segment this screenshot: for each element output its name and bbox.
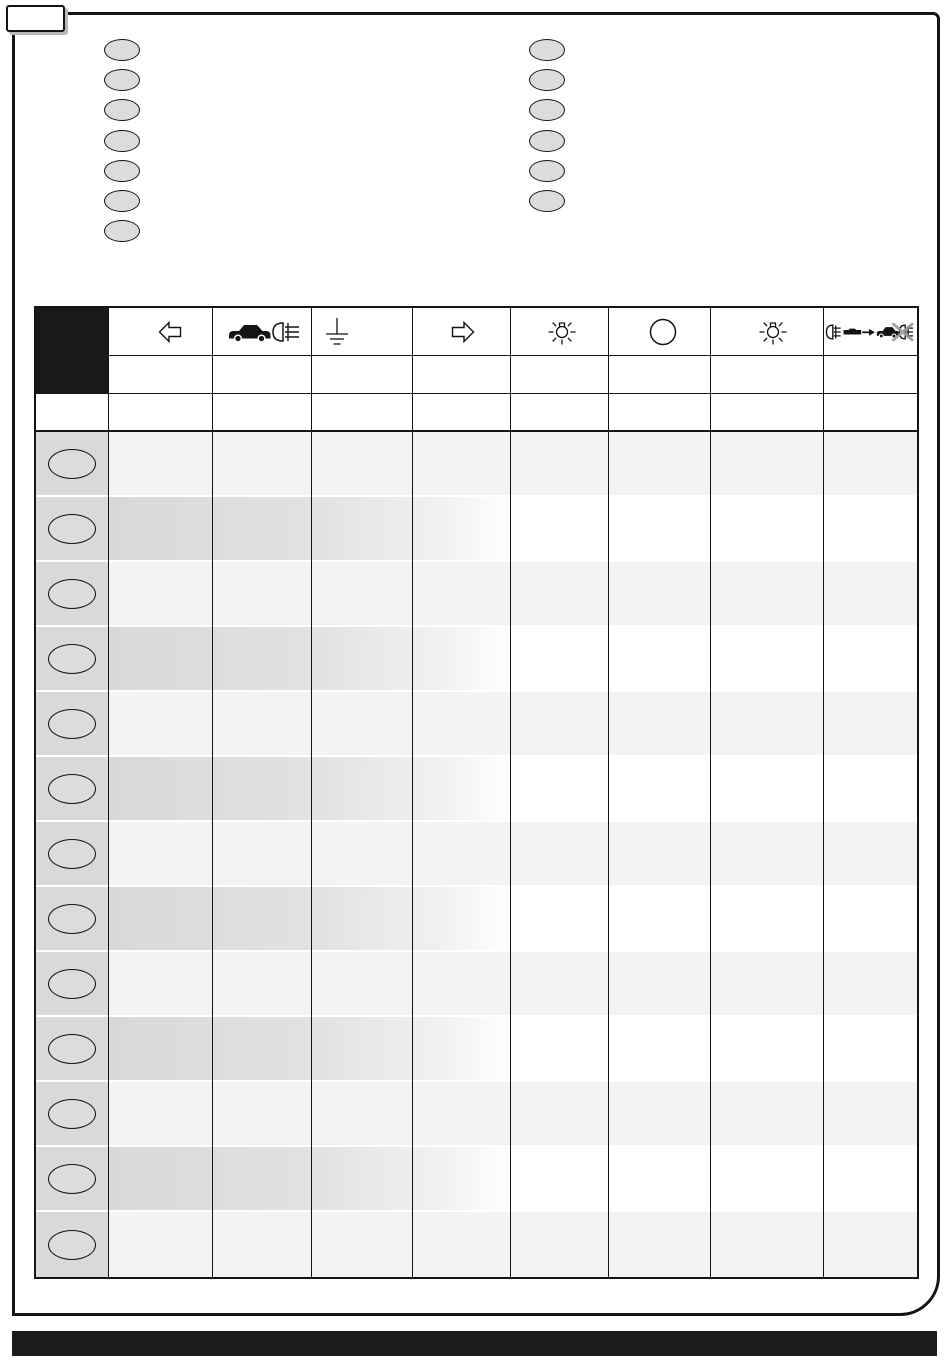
oval-marker-icon: [104, 39, 140, 61]
header-cell: [413, 356, 511, 394]
table-cell: [213, 432, 312, 497]
table-cell: [213, 497, 312, 562]
column-header-lamp-2: [711, 308, 824, 356]
oval-marker-icon: [48, 709, 96, 739]
car-headlamp-icon: [228, 320, 302, 344]
table-cell: [511, 822, 609, 887]
table-cell: [511, 1017, 609, 1082]
table-cell: [413, 627, 511, 692]
table-cell: [511, 1082, 609, 1147]
header-cell: [36, 394, 109, 432]
table-cell: [213, 1147, 312, 1212]
table-cell: [609, 887, 711, 952]
table-cell: [711, 887, 824, 952]
table-cell: [109, 692, 213, 757]
table-cell: [312, 692, 413, 757]
row-key-cell: [36, 1017, 109, 1082]
legend-right: [529, 39, 565, 220]
table-cell: [824, 757, 918, 822]
table-cell: [213, 562, 312, 627]
header-corner-block: [36, 308, 109, 394]
column-header-right-indicator: [413, 308, 511, 356]
table-cell: [413, 562, 511, 627]
corner-tab: [6, 5, 65, 32]
table-cell: [413, 757, 511, 822]
oval-marker-icon: [48, 774, 96, 804]
table-cell: [711, 1017, 824, 1082]
row-key-cell: [36, 497, 109, 562]
table-cell: [109, 497, 213, 562]
table-cell: [711, 562, 824, 627]
lamp-icon: [547, 317, 577, 347]
column-header-ground: [312, 308, 413, 356]
table-cell: [413, 1212, 511, 1277]
table-cell: [312, 822, 413, 887]
header-cell: [109, 394, 213, 432]
column-header-fog-lamp: [824, 308, 918, 356]
table-cell: [711, 952, 824, 1017]
row-key-cell: [36, 692, 109, 757]
header-cell: [711, 394, 824, 432]
table-cell: [511, 562, 609, 627]
table-cell: [109, 952, 213, 1017]
table-cell: [312, 562, 413, 627]
header-cell: [711, 356, 824, 394]
oval-marker-icon: [48, 1164, 96, 1194]
table-cell: [213, 1017, 312, 1082]
table-cell: [109, 887, 213, 952]
lamp-icon: [758, 317, 788, 347]
oval-marker-icon: [48, 839, 96, 869]
table-cell: [312, 952, 413, 1017]
table-cell: [213, 627, 312, 692]
header-cell: [511, 394, 609, 432]
table-cell: [511, 757, 609, 822]
table-cell: [312, 1147, 413, 1212]
oval-marker-icon: [104, 160, 140, 182]
oval-marker-icon: [48, 1034, 96, 1064]
table-cell: [609, 497, 711, 562]
fog-lamp-to-car-crossed-icon: [825, 322, 915, 342]
table-cell: [213, 952, 312, 1017]
table-cell: [824, 887, 918, 952]
table-cell: [711, 1212, 824, 1277]
table-cell: [711, 757, 824, 822]
table-cell: [609, 562, 711, 627]
table-cell: [711, 1082, 824, 1147]
table-cell: [413, 952, 511, 1017]
oval-marker-icon: [529, 69, 565, 91]
table-cell: [711, 692, 824, 757]
table-cell: [609, 952, 711, 1017]
table-cell: [109, 562, 213, 627]
bottom-bar: [12, 1331, 937, 1356]
table-cell: [609, 1212, 711, 1277]
table-cell: [824, 1147, 918, 1212]
table-cell: [312, 1017, 413, 1082]
table-cell: [711, 822, 824, 887]
header-cell: [609, 394, 711, 432]
table-cell: [609, 1147, 711, 1212]
table-cell: [109, 1017, 213, 1082]
table-cell: [609, 1017, 711, 1082]
table-cell: [312, 887, 413, 952]
table-cell: [824, 952, 918, 1017]
oval-marker-icon: [48, 579, 96, 609]
header-cell: [511, 356, 609, 394]
row-key-cell: [36, 757, 109, 822]
table-cell: [511, 1212, 609, 1277]
oval-marker-icon: [529, 39, 565, 61]
row-key-cell: [36, 1212, 109, 1277]
table-cell: [609, 627, 711, 692]
table-cell: [413, 822, 511, 887]
table-cell: [312, 627, 413, 692]
table-cell: [109, 1082, 213, 1147]
header-cell: [109, 356, 213, 394]
oval-marker-icon: [529, 190, 565, 212]
table-cell: [824, 432, 918, 497]
header-cell: [312, 356, 413, 394]
table-cell: [511, 887, 609, 952]
column-header-lamp-1: [511, 308, 609, 356]
oval-marker-icon: [104, 190, 140, 212]
row-key-cell: [36, 562, 109, 627]
table-cell: [413, 497, 511, 562]
table-cell: [824, 627, 918, 692]
oval-marker-icon: [48, 1099, 96, 1129]
table-cell: [312, 1082, 413, 1147]
table-cell: [109, 1147, 213, 1212]
oval-marker-icon: [104, 69, 140, 91]
header-cell: [609, 356, 711, 394]
column-header-circle: [609, 308, 711, 356]
table-cell: [213, 692, 312, 757]
table-cell: [711, 432, 824, 497]
table-cell: [824, 1017, 918, 1082]
oval-marker-icon: [48, 644, 96, 674]
oval-marker-icon: [529, 99, 565, 121]
table-cell: [213, 887, 312, 952]
table-cell: [824, 692, 918, 757]
table-cell: [312, 1212, 413, 1277]
table-cell: [413, 1017, 511, 1082]
column-header-headlamp: [213, 308, 312, 356]
table-cell: [609, 432, 711, 497]
table-cell: [824, 562, 918, 627]
table-cell: [711, 627, 824, 692]
header-cell: [824, 356, 918, 394]
table-cell: [312, 497, 413, 562]
oval-marker-icon: [104, 130, 140, 152]
table-cell: [413, 432, 511, 497]
table-cell: [413, 887, 511, 952]
oval-marker-icon: [48, 449, 96, 479]
table-cell: [213, 822, 312, 887]
row-key-cell: [36, 432, 109, 497]
table-cell: [413, 1082, 511, 1147]
table-cell: [213, 1082, 312, 1147]
oval-marker-icon: [48, 514, 96, 544]
table-cell: [109, 822, 213, 887]
oval-marker-icon: [48, 904, 96, 934]
table-cell: [511, 692, 609, 757]
row-key-cell: [36, 822, 109, 887]
ground-icon: [325, 317, 349, 347]
table-cell: [109, 627, 213, 692]
right-arrow-icon: [451, 321, 475, 343]
table-cell: [609, 757, 711, 822]
table-cell: [109, 1212, 213, 1277]
oval-marker-icon: [529, 130, 565, 152]
table-cell: [109, 757, 213, 822]
table-cell: [824, 1212, 918, 1277]
table-cell: [413, 1147, 511, 1212]
table-cell: [824, 1082, 918, 1147]
header-cell: [213, 394, 312, 432]
row-key-cell: [36, 952, 109, 1017]
table-cell: [312, 432, 413, 497]
wiring-table: [34, 306, 919, 1279]
table-cell: [609, 1082, 711, 1147]
table-cell: [824, 497, 918, 562]
table-cell: [109, 432, 213, 497]
table-cell: [413, 692, 511, 757]
table-cell: [511, 627, 609, 692]
table-cell: [609, 822, 711, 887]
row-key-cell: [36, 887, 109, 952]
table-cell: [213, 1212, 312, 1277]
table-cell: [213, 757, 312, 822]
row-key-cell: [36, 1147, 109, 1212]
table-cell: [511, 497, 609, 562]
oval-marker-icon: [48, 1230, 96, 1260]
oval-marker-icon: [104, 220, 140, 242]
header-cell: [213, 356, 312, 394]
table-cell: [511, 1147, 609, 1212]
column-header-left-indicator: [109, 308, 213, 356]
table-cell: [312, 757, 413, 822]
table-cell: [824, 822, 918, 887]
table-cell: [711, 1147, 824, 1212]
header-cell: [413, 394, 511, 432]
header-cell: [824, 394, 918, 432]
legend-left: [104, 39, 140, 250]
row-key-cell: [36, 627, 109, 692]
table-cell: [711, 497, 824, 562]
oval-marker-icon: [48, 969, 96, 999]
header-cell: [312, 394, 413, 432]
left-arrow-icon: [158, 321, 182, 343]
table-cell: [511, 952, 609, 1017]
circle-icon: [649, 318, 677, 346]
oval-marker-icon: [529, 160, 565, 182]
oval-marker-icon: [104, 99, 140, 121]
table-cell: [609, 692, 711, 757]
row-key-cell: [36, 1082, 109, 1147]
table-cell: [511, 432, 609, 497]
